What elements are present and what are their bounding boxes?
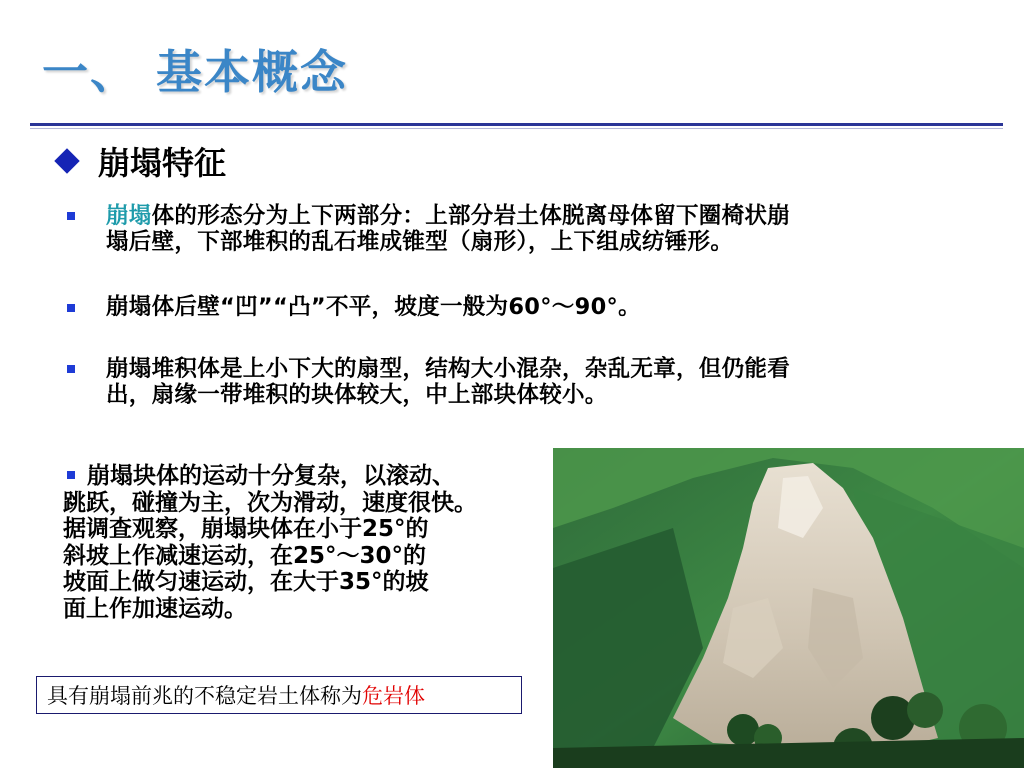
- motion-line: 崩塌块体的运动十分复杂，以滚动、: [63, 463, 559, 490]
- bullet-1: [106, 203, 790, 255]
- definition-term: 危岩体: [362, 684, 425, 708]
- motion-line: 坡面上做匀速运动，在大于35°的坡: [63, 569, 429, 595]
- title-divider: [30, 123, 1003, 126]
- section-heading: [54, 138, 226, 184]
- bullet-1-line-2: 塌后壁，下部堆积的乱石堆成锥型（扇形），上下组成纺锤形。: [106, 229, 734, 255]
- bullet-3-line-1: 崩塌堆积体是上小下大的扇型，结构大小混杂，杂乱无章，但仍能看: [106, 356, 791, 382]
- square-bullet-icon: [67, 304, 75, 312]
- diamond-bullet-icon: [54, 148, 79, 173]
- square-bullet-icon: [67, 365, 75, 373]
- title-divider-thin: [30, 128, 1003, 129]
- motion-description: [63, 463, 559, 622]
- motion-line: 跳跃，碰撞为主，次为滑动，速度很快。: [63, 489, 477, 516]
- definition-prefix: 具有崩塌前兆的不稳定岩土体称为: [47, 684, 362, 708]
- motion-line: 据调查观察，崩塌块体在小于25°的: [63, 516, 429, 542]
- landslide-photo: [553, 448, 1024, 768]
- square-bullet-icon: [67, 471, 75, 479]
- motion-line: 面上作加速运动。: [63, 595, 247, 622]
- bullet-3-line-2: 出，扇缘一带堆积的块体较大，中上部块体较小。: [106, 382, 608, 408]
- section-heading-text: 崩塌特征: [98, 144, 227, 182]
- definition-box: [36, 676, 522, 714]
- bullet-2-line-1: 崩塌体后壁“凹”“凸”不平，坡度一般为60°～90°。: [106, 294, 641, 320]
- square-bullet-icon: [67, 212, 75, 220]
- slide-title: 一、 基本概念: [42, 45, 349, 99]
- bullet-3: [106, 356, 790, 408]
- bullet-2: [106, 294, 641, 320]
- bullet-1-line-1: 崩塌体的形态分为上下两部分：上部分岩土体脱离母体留下圈椅状崩: [106, 203, 791, 229]
- motion-line: 斜坡上作减速运动，在25°～30°的: [63, 542, 427, 569]
- highlight-term: 崩塌: [106, 203, 152, 229]
